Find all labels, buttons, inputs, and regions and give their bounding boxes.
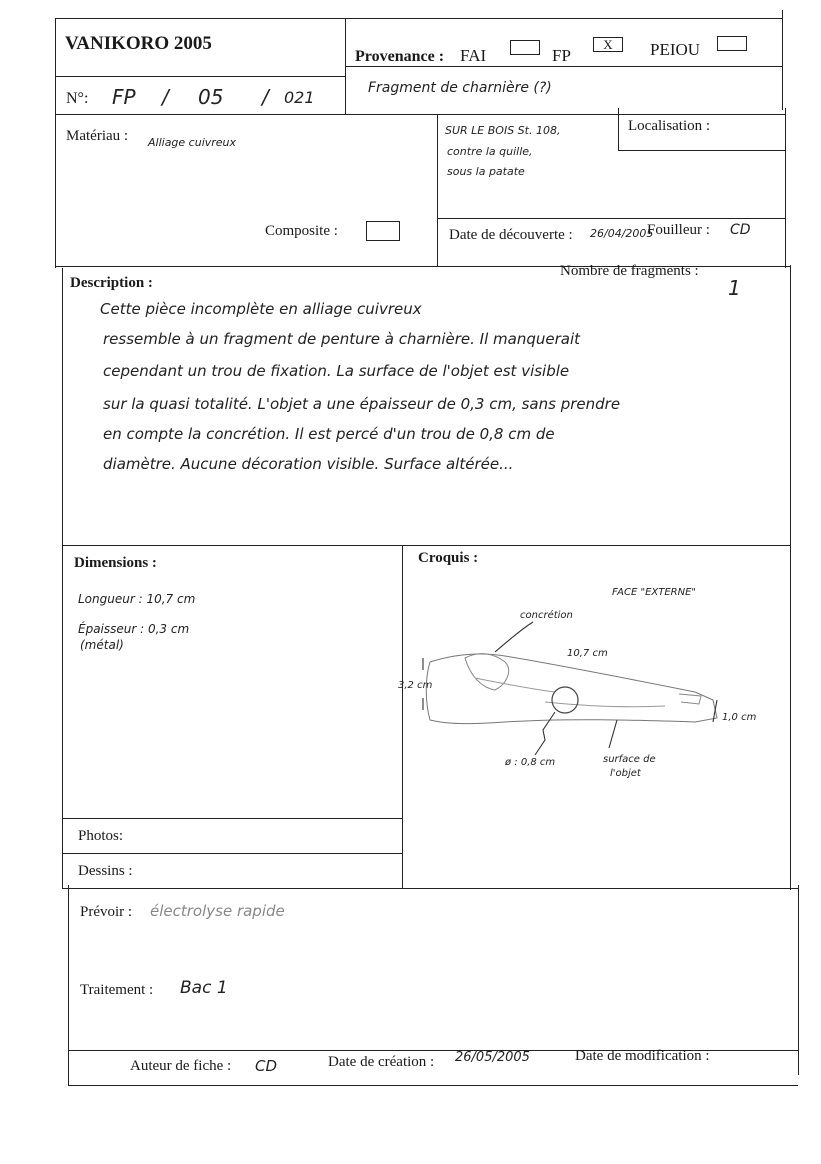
discovery-date-label: Date de découverte : (449, 227, 573, 243)
localisation-label: Localisation : (628, 118, 711, 134)
fouilleur-label: Fouilleur : (647, 222, 710, 238)
surface-leader (609, 720, 617, 748)
croquis-face-label: FACE "EXTERNE" (612, 587, 697, 598)
composite-checkbox[interactable] (366, 221, 400, 241)
check-mark-icon: X (603, 37, 613, 52)
description-line: sur la quasi totalité. L'objet a une épaisseur de 0,3 cm, sans prendre (103, 395, 621, 413)
croquis-surface-label-1: surface de (603, 754, 656, 765)
provenance-peiou-checkbox[interactable] (717, 36, 747, 51)
materiau-value: Alliage cuivreux (148, 136, 237, 149)
provenance-fai-label: FAI (460, 46, 487, 65)
description-line: en compte la concrétion. Il est percé d'un trou de 0,8 cm de (103, 425, 555, 443)
number-sep-1: / (162, 85, 169, 109)
concretion-leader (495, 622, 533, 652)
number-sep-2: / (262, 85, 269, 109)
photos-label: Photos: (78, 828, 124, 844)
materiau-label: Matériau : (66, 128, 129, 144)
croquis-hole-label: ø : 0,8 cm (505, 757, 556, 768)
auteur-label: Auteur de fiche : (130, 1058, 232, 1074)
creation-date-value: 26/05/2005 (455, 1050, 530, 1065)
provenance-fp-label: FP (552, 46, 571, 65)
traitement-value: Bac 1 (180, 978, 228, 998)
fragments-value: 1 (728, 276, 741, 300)
prevoir-value: électrolyse rapide (150, 902, 285, 920)
fragment-end-notch (679, 694, 701, 704)
croquis-height-right-label: 1,0 cm (722, 712, 757, 723)
discovery-date-value: 26/04/2005 (590, 227, 654, 240)
dimension-epaisseur: Épaisseur : 0,3 cm (78, 622, 190, 636)
dessins-label: Dessins : (78, 863, 133, 879)
description-line: diamètre. Aucune décoration visible. Surface altérée... (103, 455, 514, 473)
fixation-hole (552, 687, 578, 713)
dimensions-label: Dimensions : (74, 555, 157, 571)
prevoir-label: Prévoir : (80, 904, 133, 920)
sheet-title: VANIKORO 2005 (65, 33, 212, 54)
auteur-value: CD (255, 1057, 278, 1075)
provenance-label: Provenance : (355, 48, 445, 65)
creation-date-label: Date de création : (328, 1054, 435, 1070)
composite-label: Composite : (265, 223, 338, 239)
description-line: Cette pièce incomplète en alliage cuivreux (100, 300, 422, 318)
artifact-sketch (395, 570, 775, 790)
localisation-note-1: SUR LE BOIS St. 108, (445, 124, 561, 137)
fragments-label: Nombre de fragments : (560, 263, 699, 279)
provenance-peiou-label: PEIOU (650, 40, 701, 59)
number-label: N°: (66, 90, 89, 107)
object-name: Fragment de charnière (?) (368, 80, 552, 96)
number-fp: FP (112, 85, 136, 109)
number-value: 021 (284, 88, 315, 107)
dimension-longueur: Longueur : 10,7 cm (78, 592, 196, 606)
provenance-fai-checkbox[interactable] (510, 40, 540, 55)
croquis-label: Croquis : (418, 550, 479, 566)
traitement-label: Traitement : (80, 982, 154, 998)
provenance-fp-checkbox[interactable] (593, 37, 623, 52)
dimension-metal-note: (métal) (80, 638, 124, 652)
description-label: Description : (70, 275, 153, 291)
fouilleur-value: CD (730, 222, 751, 238)
croquis-length-label: 10,7 cm (567, 648, 608, 659)
croquis-height-left-label: 3,2 cm (398, 680, 433, 691)
localisation-note-3: sous la patate (447, 165, 525, 178)
localisation-note-2: contre la quille, (447, 145, 533, 158)
croquis-surface-label-2: l'objet (610, 768, 641, 779)
hole-leader (535, 712, 555, 755)
concretion-outline (465, 654, 509, 690)
modification-date-label: Date de modification : (575, 1048, 710, 1064)
description-line: ressemble à un fragment de penture à charnière. Il manquerait (103, 330, 581, 348)
description-line: cependant un trou de fixation. La surface de l'objet est visible (103, 362, 570, 380)
number-year: 05 (198, 85, 224, 109)
fragment-texture (475, 678, 665, 707)
croquis-concretion-label: concrétion (520, 610, 573, 621)
